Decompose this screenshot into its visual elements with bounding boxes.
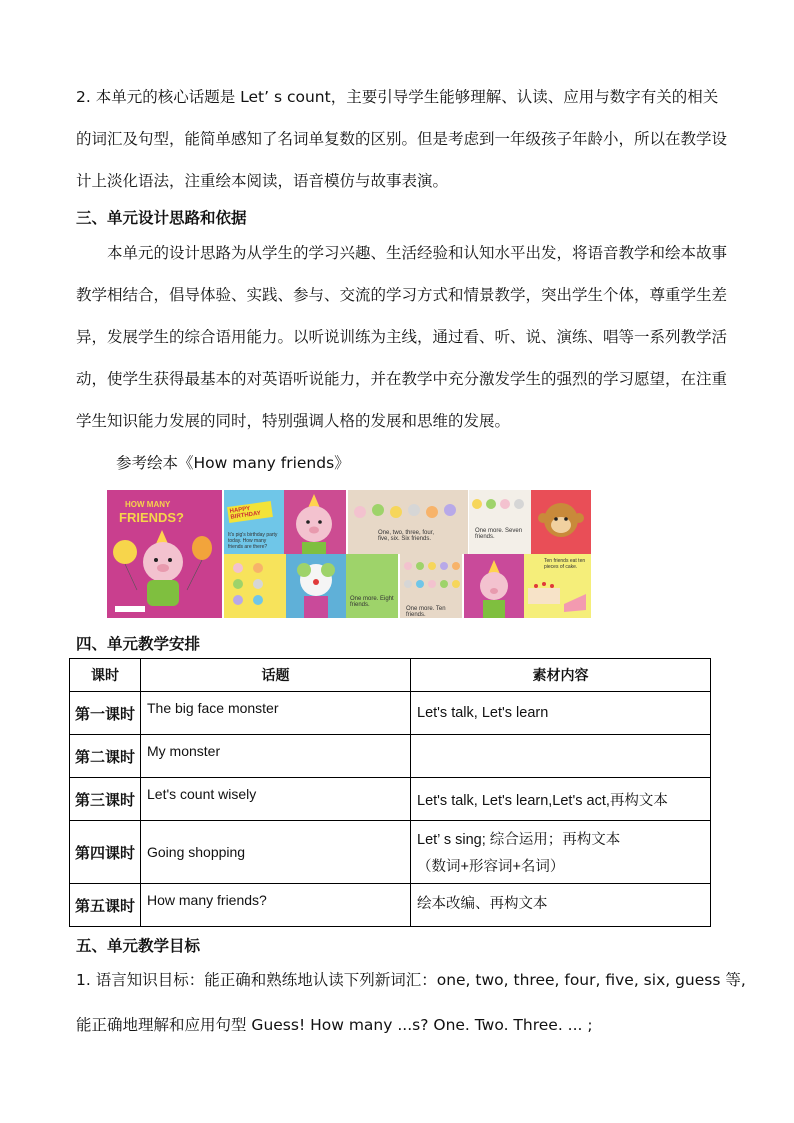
book-page-seven-friends <box>469 490 531 554</box>
pig-face-illustration <box>284 490 346 554</box>
book-page-text-2: One, two, three, four, five, six. Six friends. <box>378 530 435 542</box>
content-cell <box>411 821 711 884</box>
section-3-line-4: 动，使学生获得最基本的对英语听说能力，并在教学中充分激发学生的强烈的学习愿望，在注重 <box>76 370 728 388</box>
lesson-cell: 第三课时 <box>70 778 141 821</box>
picture-book-image <box>107 490 591 618</box>
lesson-cell: 第五课时 <box>70 884 141 927</box>
table-row <box>70 778 711 821</box>
table-row <box>70 821 711 884</box>
table-row <box>70 692 711 735</box>
content-cell <box>411 735 711 778</box>
header-content: 素材内容 <box>411 659 711 692</box>
book-page-text-1: It's pig's birthday party today. How many friends are there? <box>228 532 278 550</box>
lesson-cell: 第一课时 <box>70 692 141 735</box>
section-3-heading: 三、单元设计思路和依据 <box>76 209 247 227</box>
section-3-line-2: 教学相结合，倡导体验、实践、参与、交流的学习方式和情景教学，突出学生个体，尊重学生差 <box>76 286 728 304</box>
section-5-heading: 五、单元教学目标 <box>76 937 201 955</box>
book-page-birthday <box>224 490 284 554</box>
content-cell: Let's talk, Let's learn,Let's act,再构文本 <box>411 778 711 821</box>
para-2-line-3: 计上淡化语法，注重绘本阅读，语音模仿与故事表演。 <box>76 172 449 190</box>
book-cover <box>107 490 222 618</box>
header-lesson: 课时 <box>70 659 141 692</box>
book-page-six-friends <box>348 490 468 554</box>
ten-friends-illustration <box>400 554 462 598</box>
table-row <box>70 884 711 927</box>
header-topic: 话题 <box>141 659 411 692</box>
table-row <box>70 735 711 778</box>
section-5-line-1: 1. 语言知识目标：能正确和熟练地认读下列新词汇：one, two, three, four, five, six, guess 等, <box>76 971 746 989</box>
section-3-line-5: 学生知识能力发展的同时，特别强调人格的发展和思维的发展。 <box>76 412 511 430</box>
birthday-banner: HAPPY BIRTHDAY <box>227 501 273 523</box>
book-page-text-6: Ten friends eat ten pieces of cake. <box>544 558 586 570</box>
friends-column-illustration <box>224 554 286 618</box>
para-2-line-2: 的词汇及句型，能简单感知了名词单复数的区别。但是考虑到一年级孩子年龄小，所以在教学设 <box>76 130 728 148</box>
topic-cell: The big face monster <box>141 692 411 735</box>
para-2-line-1: 2. 本单元的核心话题是 Let’ s count，主要引导学生能够理解、认读、应用与数字有关的相关 <box>76 88 719 106</box>
section-3-line-3: 异，发展学生的综合语用能力。以听说训练为主线，通过看、听、说、演练、唱等一系列教学活 <box>76 328 728 346</box>
monkey-illustration <box>531 490 591 554</box>
picture-book-caption: 参考绘本《How many friends》 <box>116 454 350 472</box>
section-5-line-2: 能正确地理解和应用句型 Guess! How many ...s? One. Two. Three. ... ; <box>76 1016 593 1034</box>
table-header-row <box>70 659 711 692</box>
pig-party-illustration <box>464 554 524 618</box>
topic-cell: Let's count wisely <box>141 778 411 821</box>
lesson-cell: 第二课时 <box>70 735 141 778</box>
topic-cell: How many friends? <box>141 884 411 927</box>
book-page-eight-friends <box>346 554 398 618</box>
cake-illustration <box>524 554 591 618</box>
book-page-cake <box>524 554 591 618</box>
seven-friends-illustration <box>469 490 531 520</box>
clown-illustration <box>286 554 346 618</box>
content-cell: Let's talk, Let's learn <box>411 692 711 735</box>
book-page-text-4: One more. Eight friends. <box>350 596 394 608</box>
book-page-text-5: One more. Ten friends. <box>406 606 446 618</box>
section-4-heading: 四、单元教学安排 <box>76 635 201 653</box>
topic-cell: My monster <box>141 735 411 778</box>
book-page-ten-friends <box>400 554 462 618</box>
cover-title-line-2: FRIENDS? <box>119 510 184 525</box>
book-page-text-3: One more. Seven friends. <box>475 528 523 540</box>
lesson-cell: 第四课时 <box>70 821 141 884</box>
content-line-1: Let’ s sing; 综合运用；再构文本 <box>417 832 621 848</box>
topic-cell: Going shopping <box>141 821 411 884</box>
content-cell: 绘本改编、再构文本 <box>411 884 711 927</box>
section-3-line-1: 本单元的设计思路为从学生的学习兴趣、生活经验和认知水平出发，将语音教学和绘本故事 <box>107 244 728 262</box>
content-line-2: （数词+形容词+名词） <box>417 859 565 875</box>
six-friends-illustration <box>348 490 468 530</box>
teaching-schedule-table <box>69 658 711 927</box>
pig-illustration <box>107 490 222 618</box>
cover-title-line-1: HOW MANY <box>125 500 171 509</box>
